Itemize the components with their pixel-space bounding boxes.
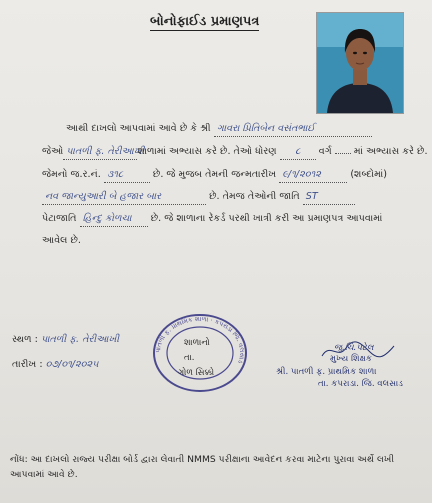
certificate-line-4 [42, 190, 355, 205]
line5-text-b: છે. જે શાળાના રેકર્ડ પરથી ખાત્રી કરી આ પ્રમાણપત્ર આપવામાં [150, 213, 383, 224]
signature-name: જુ.ચિ.પટેલ [334, 343, 374, 353]
place-value: પાતળી ફ. તેરીઆખી [40, 334, 119, 345]
signature-role: મુખ્ય શિક્ષક [330, 354, 372, 364]
line2-text-a: જેઓ [42, 146, 64, 157]
signature-school: શ્રી. પાતળી ફ. પ્રાથમિક શાળા [276, 367, 377, 377]
stamp-ring-text: પાતળી ફ. પ્રાથમિક શાળા · કપરાડા જિ. વલસાડ [153, 314, 247, 365]
certificate-line-6: આવેલ છે. [42, 235, 81, 246]
signature-scribble [318, 338, 398, 364]
line5-text-a: પેટાજાતિ [42, 213, 77, 224]
line1-text: આથી દાખલો આપવામાં આવે છે કે શ્રી [66, 123, 211, 134]
date-value: ૦૭/૦૧/૨૦૨૫ [45, 359, 99, 370]
stamp-round-seal-label: ગોળ સિક્કો [178, 368, 215, 378]
page-title: બોનોફાઈડ પ્રમાણપત્ર [150, 14, 260, 29]
student-name: ગાવરા પ્રિતિબેન વસંતભાઈ [214, 122, 372, 137]
line2-text-c: વર્ગ [318, 146, 332, 157]
certificate-line-3 [42, 168, 387, 183]
place-row [12, 333, 119, 347]
certificate-line-1 [66, 122, 372, 137]
school-stamp [152, 312, 252, 398]
subcaste-value: હિન્દુ કોળચા [80, 212, 148, 227]
birth-date: ૯/૧/૨૦૧૨ [279, 168, 347, 183]
date-row [12, 358, 98, 372]
line3-text-a: જેમનો જ.ર.નં. [42, 169, 101, 180]
gr-number: ૩૧૮ [104, 168, 150, 183]
student-photo [316, 12, 404, 114]
place-label: સ્થળ : [12, 334, 38, 345]
date-label: તારીખ : [12, 359, 43, 370]
line2-text-b: શાળામાં અભ્યાસ કરે છે. તેઓ ધોરણ [137, 146, 277, 157]
standard-value: ૮ [280, 145, 316, 160]
line3-text-c: (શબ્દોમાં) [350, 169, 388, 180]
footer-note: નોંધ: આ દાખલો રાજ્ય પરીક્ષા બોર્ડ દ્વારા લેવાતી NMMS પરીક્ષાના આવેદન કરવા માટેના પુરાવા અર્થે લખી આપવામાં આવે છે. [10, 454, 395, 480]
line2-text-d: માં અભ્યાસ કરે છે. [353, 146, 428, 157]
birth-date-words: નવ જાન્યુઆરી બે હજાર બાર [42, 190, 206, 205]
certificate-line-5 [42, 212, 382, 227]
certificate-line-2 [42, 145, 428, 160]
school-name: પાતળી ફ. તેરીઆખી [63, 145, 137, 160]
signature-address: તા. કપરાડા. જિ. વલસાડ [318, 379, 403, 389]
line3-text-b: છે. જે મુજબ તેમની જન્મતારીખ [152, 169, 277, 180]
stamp-school-label: શાળાનો [184, 338, 210, 348]
stamp-ta-label: તા. [184, 353, 195, 363]
caste-value: ST [303, 190, 355, 205]
line4-text: છે. તેમજ તેઓની જાતિ [209, 191, 300, 202]
